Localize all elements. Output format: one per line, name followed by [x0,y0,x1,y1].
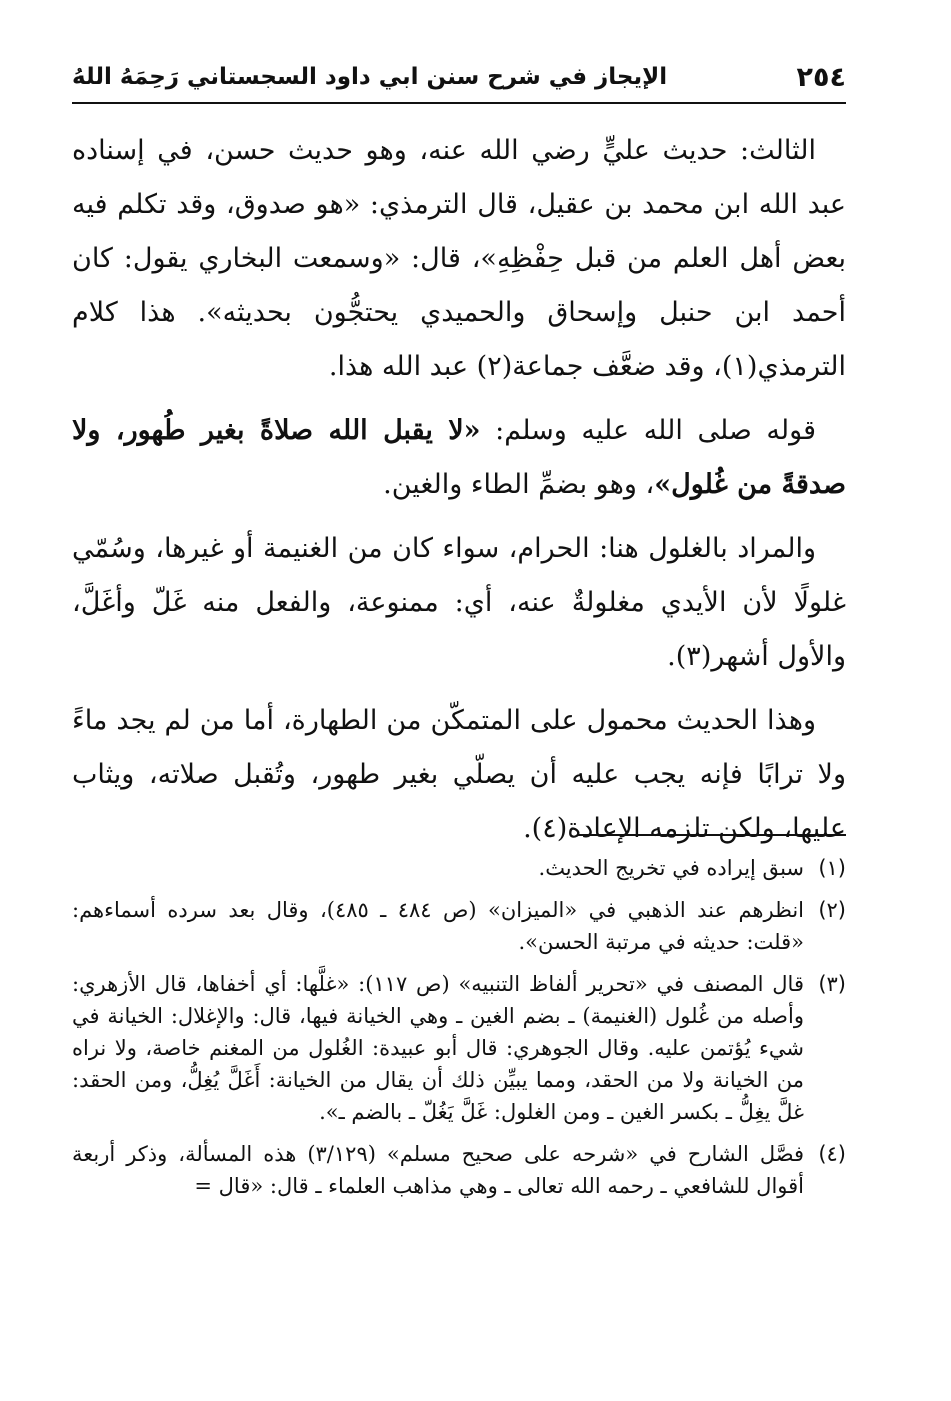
footnote-separator [578,834,846,836]
footnote-4 [72,1138,846,1202]
footnote-2 [72,894,846,958]
page-number: ٢٥٤ [796,61,846,93]
footnote-number: (٢) [818,898,846,922]
hadith-vocalization-note: وهو بضمِّ الطاء والغين. [383,469,637,500]
paragraph-hadith-quote: قوله صلى الله عليه وسلم: «لا يقبل الله صلاةً بغير طُهور، ولا صدقةً من غُلول»، وهو بضمِّ الطاء والغين. [72,415,846,500]
footnote-number: (٤) [818,1142,846,1166]
footnote-text: قال المصنف في «تحرير ألفاظ التنبيه» (ص ١١٧): «غلَّها: أي أخفاها، قال الأزهري: وأصله من غُلول (الغنيمة) ـ بضم الغين ـ وهي الخيانة فيها، قال: والإغلال: الخيانة في شيء يُؤتمن عليه. وقال الجوهري: قال أبو عبيدة: الغُلول من المغنم خاصة، ولا نراه من الخيانة ولا من الحقد، ومما يبيِّن ذلك أن يقال من الخيانة: أَغَلَّ يُغِلُّ، ومن الحقد: غلَّ يغِلُّ ـ بكسر الغين ـ ومن الغلول: غَلَّ يَغُلّ ـ بالضم ـ». [72,972,804,1124]
running-title: الإيجاز في شرح سنن ابي داود السجستاني رَحِمَهُ اللهُ [72,64,668,90]
paragraph-ghulul-meaning: والمراد بالغلول هنا: الحرام، سواء كان من الغنيمة أو غيرها، وسُمّي غلولًا لأن الأيدي مغلولةٌ عنه، أي: ممنوعة، والفعل منه غَلّ وأغَلَّ، والأول أشهر(٣). [72,533,846,672]
paragraph-third-hadith: الثالث: حديث عليٍّ رضي الله عنه، وهو حديث حسن، في إسناده عبد الله ابن محمد بن عقيل، قال الترمذي: «هو صدوق، وقد تكلم فيه بعض أهل العلم من قبل حِفْظِهِ»، قال: «وسمعت البخاري يقول: كان أحمد ابن حنبل وإسحاق والحميدي يحتجُّون بحديثه». هذا كلام الترمذي(١)، وقد ضعَّف جماعة(٢) عبد الله هذا. [72,135,846,382]
footnote-number: (٣) [818,972,846,996]
footnote-number: (١) [818,856,846,880]
hadith-text: «لا يقبل الله صلاةً بغير طُهور، ولا صدقةً من غُلول» [72,415,846,500]
page-header [72,52,846,104]
footnote-text: فصَّل الشارح في «شرحه على صحيح مسلم» (٣/١٢٩) هذه المسألة، وذكر أربعة أقوال للشافعي ـ رحمه الله تعالى ـ وهي مذاهب العلماء ـ قال: «قال = [72,1142,804,1198]
footnote-1 [72,852,846,884]
footnote-text: سبق إيراده في تخريج الحديث. [538,856,804,880]
footnotes [72,852,846,1212]
hadith-intro: قوله صلى الله عليه وسلم: [480,415,816,446]
footnote-3 [72,968,846,1128]
main-text [72,124,846,866]
footnote-text: انظرهم عند الذهبي في «الميزان» (ص ٤٨٤ ـ ٤٨٥)، وقال بعد سرده أسماءهم: «قلت: حديثه في مرتبة الحسن». [72,898,804,954]
paragraph-ruling: وهذا الحديث محمول على المتمكّن من الطهارة، أما من لم يجد ماءً ولا ترابًا فإنه يجب عليه أن يصلّي بغير طهور، وتُقبل صلاته، ويثاب عليها، ولكن تلزمه الإعادة(٤). [72,705,846,844]
